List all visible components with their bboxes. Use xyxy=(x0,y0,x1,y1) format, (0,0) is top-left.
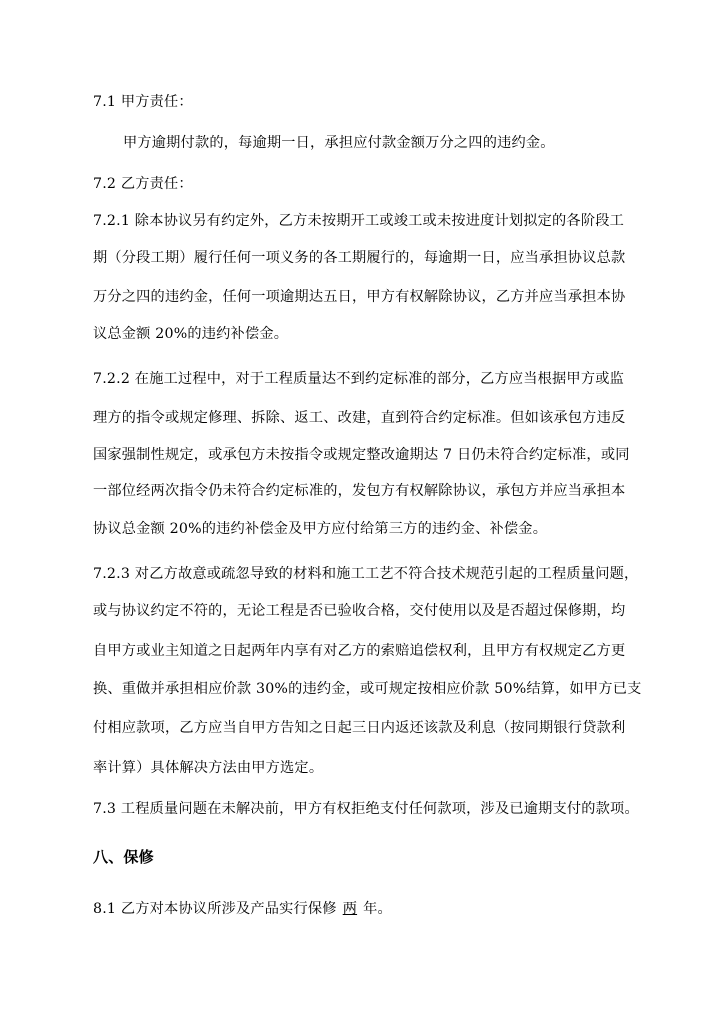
section-8-1-suffix: 年。 xyxy=(363,901,392,917)
section-8-heading: 八、保修 xyxy=(93,848,154,866)
section-7-1-title: 7.1 甲方责任： xyxy=(93,94,193,110)
section-7-2-2-line: 理方的指令或规定修理、拆除、返工、改建，直到符合约定标准。但如该承包方违反 xyxy=(93,410,626,426)
section-7-2-1-line: 期（分段工期）履行任何一项义务的各工期履行的，每逾期一日，应当承担协议总款 xyxy=(93,250,626,266)
section-7-2-2-line: 国家强制性规定，或承包方未按指令或规定整改逾期达 7 日仍未符合约定标准，或同 xyxy=(93,447,630,463)
section-8-1-prefix: 8.1 乙方对本协议所涉及产品实行保修 xyxy=(93,901,337,917)
section-7-2-1-line: 议总金额 20%的违约补偿金。 xyxy=(93,326,289,342)
section-7-3: 7.3 工程质量问题在未解决前，甲方有权拒绝支付任何款项，涉及已逾期支付的款项。 xyxy=(93,801,639,817)
section-7-2-3-line: 付相应款项，乙方应当自甲方告知之日起三日内返还该款及利息（按同期银行贷款利 xyxy=(93,720,626,736)
warranty-years-blank: 两 xyxy=(342,901,358,917)
section-7-2-2-line: 协议总金额 20%的违约补偿金及甲方应付给第三方的违约金、补偿金。 xyxy=(93,521,548,537)
section-7-2-3-line: 或与协议约定不符的，无论工程是否已验收合格，交付使用以及是否超过保修期，均 xyxy=(93,603,626,619)
section-7-2-3-line: 率计算）具体解决方法由甲方选定。 xyxy=(93,760,324,776)
section-7-2-3-line: 自甲方或业主知道之日起两年内享有对乙方的索赔追偿权利，且甲方有权规定乙方更 xyxy=(93,643,626,659)
section-8-1 xyxy=(93,899,392,919)
section-7-2-3-line: 换、重做并承担相应价款 30%的违约金，或可规定按相应价款 50%结算，如甲方已支 xyxy=(93,681,642,697)
section-7-2-2-line: 7.2.2 在施工过程中，对于工程质量达不到约定标准的部分，乙方应当根据甲方或监 xyxy=(93,371,624,387)
section-7-2-1-line: 7.2.1 除本协议另有约定外，乙方未按期开工或竣工或未按进度计划拟定的各阶段工 xyxy=(93,213,624,229)
section-7-2-3-line: 7.2.3 对乙方故意或疏忽导致的材料和施工工艺不符合技术规范引起的工程质量问题， xyxy=(93,566,639,582)
section-7-1-body: 甲方逾期付款的，每逾期一日，承担应付款金额万分之四的违约金。 xyxy=(123,135,555,151)
section-7-2-2-line: 一部位经两次指令仍未符合约定标准的，发包方有权解除协议，承包方并应当承担本 xyxy=(93,483,626,499)
section-7-2-title: 7.2 乙方责任： xyxy=(93,176,193,192)
section-7-2-1-line: 万分之四的违约金，任何一项逾期达五日，甲方有权解除协议，乙方并应当承担本协 xyxy=(93,289,626,305)
